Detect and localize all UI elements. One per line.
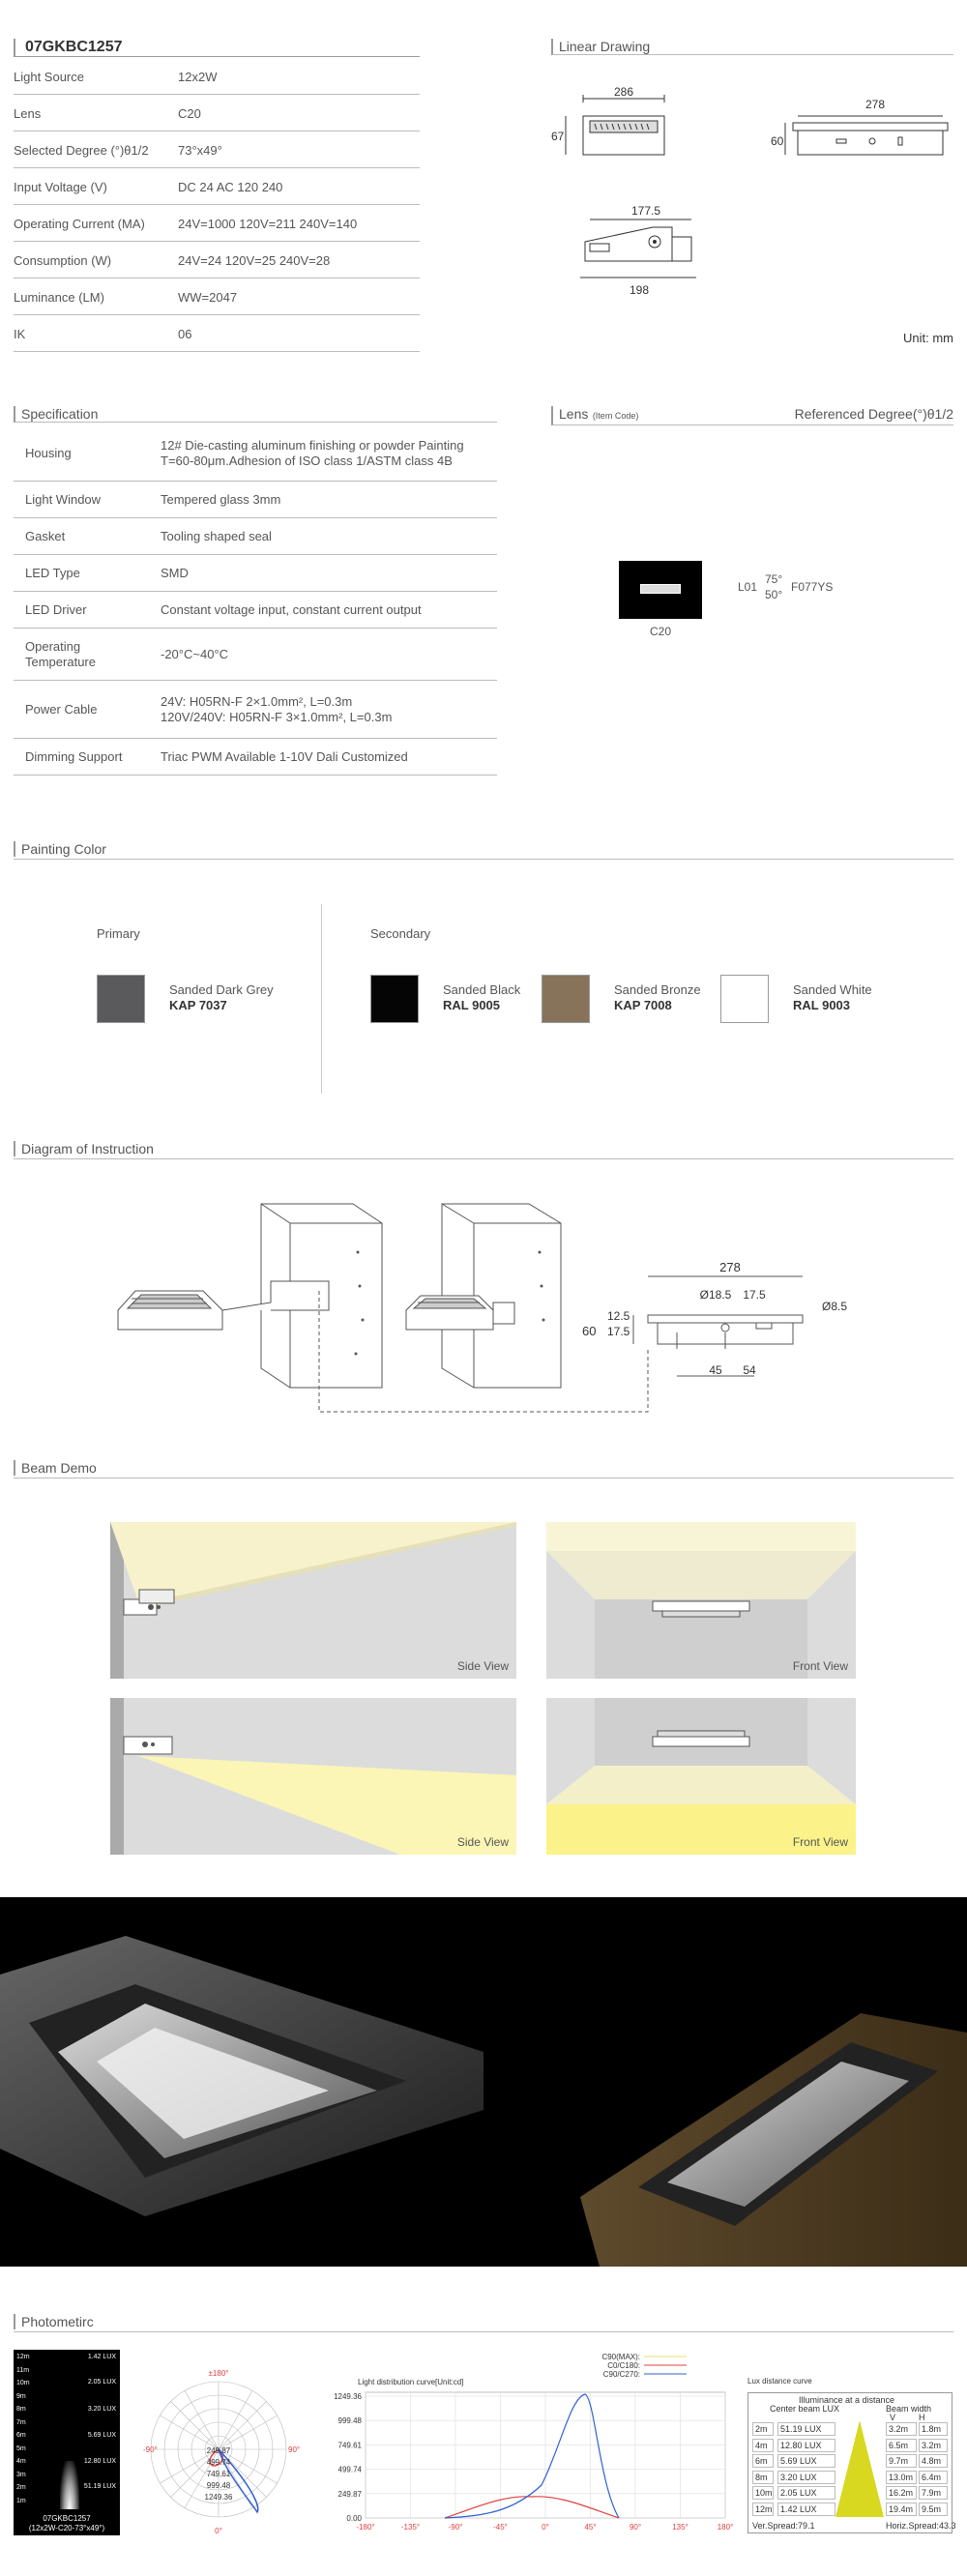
lux-scale-label: 10m (16, 2380, 30, 2386)
x-tick: -90° (448, 2523, 463, 2532)
polar-left: -90° (143, 2445, 158, 2454)
lux-cone (835, 2420, 884, 2519)
lux-caption-1: 07GKBC1257 (43, 2514, 91, 2523)
dim-w2: 278 (864, 98, 886, 111)
spec-row (14, 555, 497, 592)
lux-table-cell: 16.2m (886, 2486, 917, 2500)
y-tick: 499.74 (337, 2465, 362, 2474)
lux-chart (14, 2350, 120, 2535)
lux-scale-label: 2m (16, 2484, 26, 2491)
instr-dim-h1: 12.5 (607, 1309, 630, 1323)
lens-code: L01 (738, 580, 758, 594)
swatch-name: Sanded Black (443, 982, 521, 997)
lux-table-cell: 2.05 LUX (777, 2486, 835, 2500)
lux-caption-2: (12x2W-C20-73°x49°) (28, 2524, 105, 2532)
lux-table-cell: 3.20 LUX (777, 2471, 835, 2484)
polar-value: 249.87 (206, 2446, 231, 2455)
polar-value: 1249.36 (204, 2493, 233, 2502)
lux-scale-label: 5m (16, 2444, 26, 2452)
lux-value-label: 2.05 LUX (87, 2379, 116, 2386)
spec-row (14, 681, 497, 739)
lux-dist-title: Lux distance curve (747, 2377, 812, 2386)
legend-label: C90/C270: (602, 2370, 640, 2379)
lux-value-label: 3.20 LUX (87, 2406, 116, 2413)
spec-value: 24V: H05RN-F 2×1.0mm², L=0.3m 120V/240V: H05RN-F 3×1.0mm², L=0.3m (161, 694, 393, 724)
param-key: Lens (14, 106, 42, 121)
lens-title-text: Lens (559, 406, 589, 422)
swatch-name: Sanded Bronze (614, 982, 701, 997)
lux-table-cell: 8m (752, 2471, 774, 2484)
spec-row (14, 629, 497, 681)
linear-drawing-title: Linear Drawing (551, 39, 953, 55)
instr-dim-b2: 54 (743, 1363, 756, 1377)
lux-table-cell: 1.42 LUX (777, 2503, 835, 2516)
swatch-label (169, 982, 274, 1013)
param-value: 73°x49° (178, 143, 222, 158)
param-value: 12x2W (178, 70, 218, 84)
curve-title: Light distribution curve[Unit:cd] (358, 2378, 464, 2386)
lens-label: C20 (649, 625, 671, 638)
instruction-divider (14, 1158, 953, 1159)
param-value: C20 (178, 106, 201, 121)
instr-dim-d3: Ø8.5 (822, 1300, 848, 1313)
lux-table-cell: 7.9m (919, 2486, 948, 2500)
lux-table-cell: 51.19 LUX (777, 2422, 835, 2436)
lux-scale-label: 8m (16, 2406, 26, 2413)
primary-label: Primary (97, 926, 140, 941)
dim-h2: 60 (771, 134, 784, 148)
swatch-bronze (542, 975, 590, 1023)
swatch-label (793, 982, 872, 1013)
swatch-dark-grey (97, 975, 145, 1023)
lens-deg-bottom: 50° (765, 588, 783, 601)
lux-table-cell: 3.2m (886, 2422, 917, 2436)
param-row (14, 168, 420, 205)
param-key: Luminance (LM) (14, 290, 104, 305)
spec-value: -20°C~40°C (161, 647, 229, 661)
lux-dist-table (747, 2392, 956, 2533)
lens-deg-top: 75° (765, 572, 783, 586)
polar-top: ±180° (208, 2369, 229, 2378)
spec-value: Constant voltage input, constant current output (161, 602, 422, 617)
unit-label: Unit: mm (903, 331, 953, 345)
lux-value-label: 1.42 LUX (87, 2354, 116, 2360)
beam-side-down (110, 1698, 516, 1855)
instr-dim-d1: Ø18.5 (699, 1288, 732, 1302)
swatch-code: KAP 7037 (169, 998, 227, 1012)
param-value: 24V=24 120V=25 240V=28 (178, 253, 331, 268)
spec-row (14, 482, 497, 518)
lux-scale-label: 12m (16, 2354, 30, 2360)
lux-table-cell: 6m (752, 2454, 774, 2468)
polar-chart (143, 2357, 306, 2537)
param-row (14, 242, 420, 278)
polar-value: 999.48 (206, 2481, 231, 2490)
lux-table-cell: 5.69 LUX (777, 2454, 835, 2468)
param-row (14, 315, 420, 352)
lens-image (619, 561, 702, 619)
instr-dim-h: 60 (582, 1324, 597, 1338)
y-tick: 749.61 (337, 2441, 362, 2450)
param-value: 24V=1000 120V=211 240V=140 (178, 217, 358, 231)
beam-label-4: Front View (792, 1835, 848, 1849)
x-tick: -135° (400, 2523, 421, 2532)
spec-key: Power Cable (25, 702, 98, 717)
lux-scale-label: 11m (16, 2366, 30, 2374)
lux-table-cell: 6.4m (919, 2471, 948, 2484)
lux-table-cell: 19.4m (886, 2503, 917, 2516)
dim-w1: 286 (613, 87, 634, 99)
lux-scale-label: 9m (16, 2392, 26, 2400)
y-tick: 1249.36 (334, 2392, 362, 2401)
param-key: Operating Current (MA) (14, 217, 145, 231)
lux-value-label: 5.69 LUX (87, 2432, 116, 2439)
spec-value: SMD (161, 566, 189, 580)
spec-key: Operating Temperature (25, 639, 96, 669)
x-tick: 180° (717, 2523, 734, 2532)
painting-title: Painting Color (14, 841, 106, 857)
table-title: Illuminance at a distance (799, 2395, 895, 2405)
specification-title: Specification (14, 406, 497, 423)
swatch-white (720, 975, 769, 1023)
lux-table-cell: 1.8m (919, 2422, 948, 2436)
lux-table-cell: 12m (752, 2503, 774, 2516)
instr-dim-d2: 17.5 (743, 1288, 766, 1302)
polar-value: 749.61 (206, 2470, 231, 2478)
spec-row (14, 739, 497, 776)
swatch-code: RAL 9003 (793, 998, 851, 1012)
swatch-name: Sanded Dark Grey (169, 982, 274, 997)
polar-right: 90° (288, 2445, 301, 2454)
instr-dim-b1: 45 (709, 1363, 722, 1377)
lux-table-cell: 9.7m (886, 2454, 917, 2468)
lux-table-cell: 9.5m (919, 2503, 948, 2516)
beam-front-down (546, 1698, 856, 1855)
param-value: 06 (178, 327, 192, 341)
swatch-black (370, 975, 419, 1023)
dim-w4: 198 (629, 283, 650, 297)
spec-value: Triac PWM Available 1-10V Dali Customized (161, 749, 408, 764)
lux-table-cell: 3.2m (919, 2439, 948, 2452)
product-photo (0, 1897, 967, 2267)
painting-divider (14, 859, 953, 860)
param-row (14, 278, 420, 315)
param-key: Selected Degree (°)θ1/2 (14, 143, 149, 158)
lux-beam (60, 2461, 79, 2509)
table-head-lux: Center beam LUX (770, 2404, 840, 2414)
photometric-title: Photometirc (14, 2314, 94, 2329)
beam-side-up (110, 1522, 516, 1679)
dim-w3: 177.5 (630, 204, 661, 218)
param-row (14, 132, 420, 168)
spec-row (14, 592, 497, 629)
param-key: Consumption (W) (14, 253, 112, 268)
spec-key: Gasket (25, 529, 66, 543)
beam-label-1: Side View (456, 1659, 509, 1673)
beam-demo-title: Beam Demo (14, 1460, 97, 1476)
x-tick: 0° (542, 2523, 549, 2532)
spec-key: Housing (25, 446, 72, 460)
lux-value-label: 51.19 LUX (83, 2483, 116, 2490)
swatch-code: KAP 7008 (614, 998, 672, 1012)
param-key: IK (14, 327, 26, 341)
product-code: 07GKBC1257 (14, 39, 420, 57)
table-head-width: Beam width (886, 2404, 932, 2414)
lux-scale-label: 4m (16, 2458, 26, 2465)
swatch-label (614, 982, 701, 1013)
spec-value: Tempered glass 3mm (161, 492, 281, 507)
x-tick: -180° (356, 2523, 375, 2532)
y-tick: 0.00 (346, 2514, 362, 2523)
lens-ref-title: Referenced Degree(°)θ1/2 (794, 406, 953, 422)
lens-model: F077YS (791, 580, 834, 594)
swatch-label (443, 982, 520, 1013)
spec-row (14, 425, 497, 482)
lux-table-cell: 4m (752, 2439, 774, 2452)
spec-row (14, 518, 497, 555)
lux-scale-label: 7m (16, 2418, 26, 2426)
lux-table-cell: 6.5m (886, 2439, 917, 2452)
beam-front-up (546, 1522, 856, 1679)
beam-label-2: Front View (792, 1659, 848, 1673)
lux-table-cell: 10m (752, 2486, 774, 2500)
param-value: DC 24 AC 120 240 (178, 180, 283, 194)
swatch-code: RAL 9005 (443, 998, 501, 1012)
spec-value: Tooling shaped seal (161, 529, 272, 543)
spec-value: 12# Die-casting aluminum finishing or powder Painting T=60-80μm.Adhesion of ISO class 1/ASTM class 4B (161, 438, 464, 468)
legend-label: C90(MAX): (601, 2353, 640, 2361)
polar-bottom: 0° (215, 2527, 222, 2535)
lux-scale-label: 1m (16, 2497, 26, 2504)
lux-table-cell: 13.0m (886, 2471, 917, 2484)
swatch-name: Sanded White (793, 982, 872, 997)
spec-key: LED Type (25, 566, 80, 580)
lux-scale-label: 3m (16, 2471, 26, 2478)
linear-drawing (546, 87, 962, 309)
y-tick: 249.87 (337, 2489, 362, 2499)
x-tick: 45° (584, 2523, 597, 2532)
horiz-spread: Horiz.Spread:43.3 (886, 2521, 956, 2531)
distribution-chart (329, 2350, 735, 2539)
table-head-h: H (919, 2413, 925, 2422)
table-head-v: V (890, 2413, 896, 2422)
instr-dim-h2: 17.5 (607, 1325, 630, 1338)
param-key: Light Source (14, 70, 84, 84)
beam-label-3: Side View (456, 1835, 509, 1849)
lux-table-cell: 2m (752, 2422, 774, 2436)
painting-vertical-divider (321, 904, 322, 1094)
legend-label: C0/C180: (607, 2361, 640, 2370)
param-value: WW=2047 (178, 290, 238, 305)
x-tick: 135° (672, 2523, 689, 2532)
param-key: Input Voltage (V) (14, 180, 107, 194)
y-tick: 999.48 (337, 2416, 362, 2426)
lux-table-cell: 12.80 LUX (777, 2439, 835, 2452)
instruction-title: Diagram of Instruction (14, 1141, 154, 1156)
lux-table-cell: 4.8m (919, 2454, 948, 2468)
param-row (14, 58, 420, 95)
spec-key: Dimming Support (25, 749, 123, 764)
x-tick: 90° (629, 2523, 642, 2532)
x-tick: -45° (493, 2523, 508, 2532)
spec-key: LED Driver (25, 602, 87, 617)
dim-h1: 67 (551, 130, 565, 143)
lux-value-label: 12.80 LUX (83, 2458, 116, 2465)
lens-title (551, 406, 953, 425)
instruction-diagram (106, 1194, 870, 1426)
lens-title-small: (Item Code) (592, 411, 639, 421)
polar-value: 499.74 (206, 2458, 231, 2467)
param-row (14, 205, 420, 242)
param-row (14, 95, 420, 132)
lux-scale-label: 6m (16, 2432, 26, 2439)
photometric-divider (14, 2331, 953, 2332)
spec-key: Light Window (25, 492, 102, 507)
ver-spread: Ver.Spread:79.1 (752, 2521, 815, 2531)
secondary-label: Secondary (370, 926, 431, 941)
instr-dim-w: 278 (719, 1260, 741, 1274)
